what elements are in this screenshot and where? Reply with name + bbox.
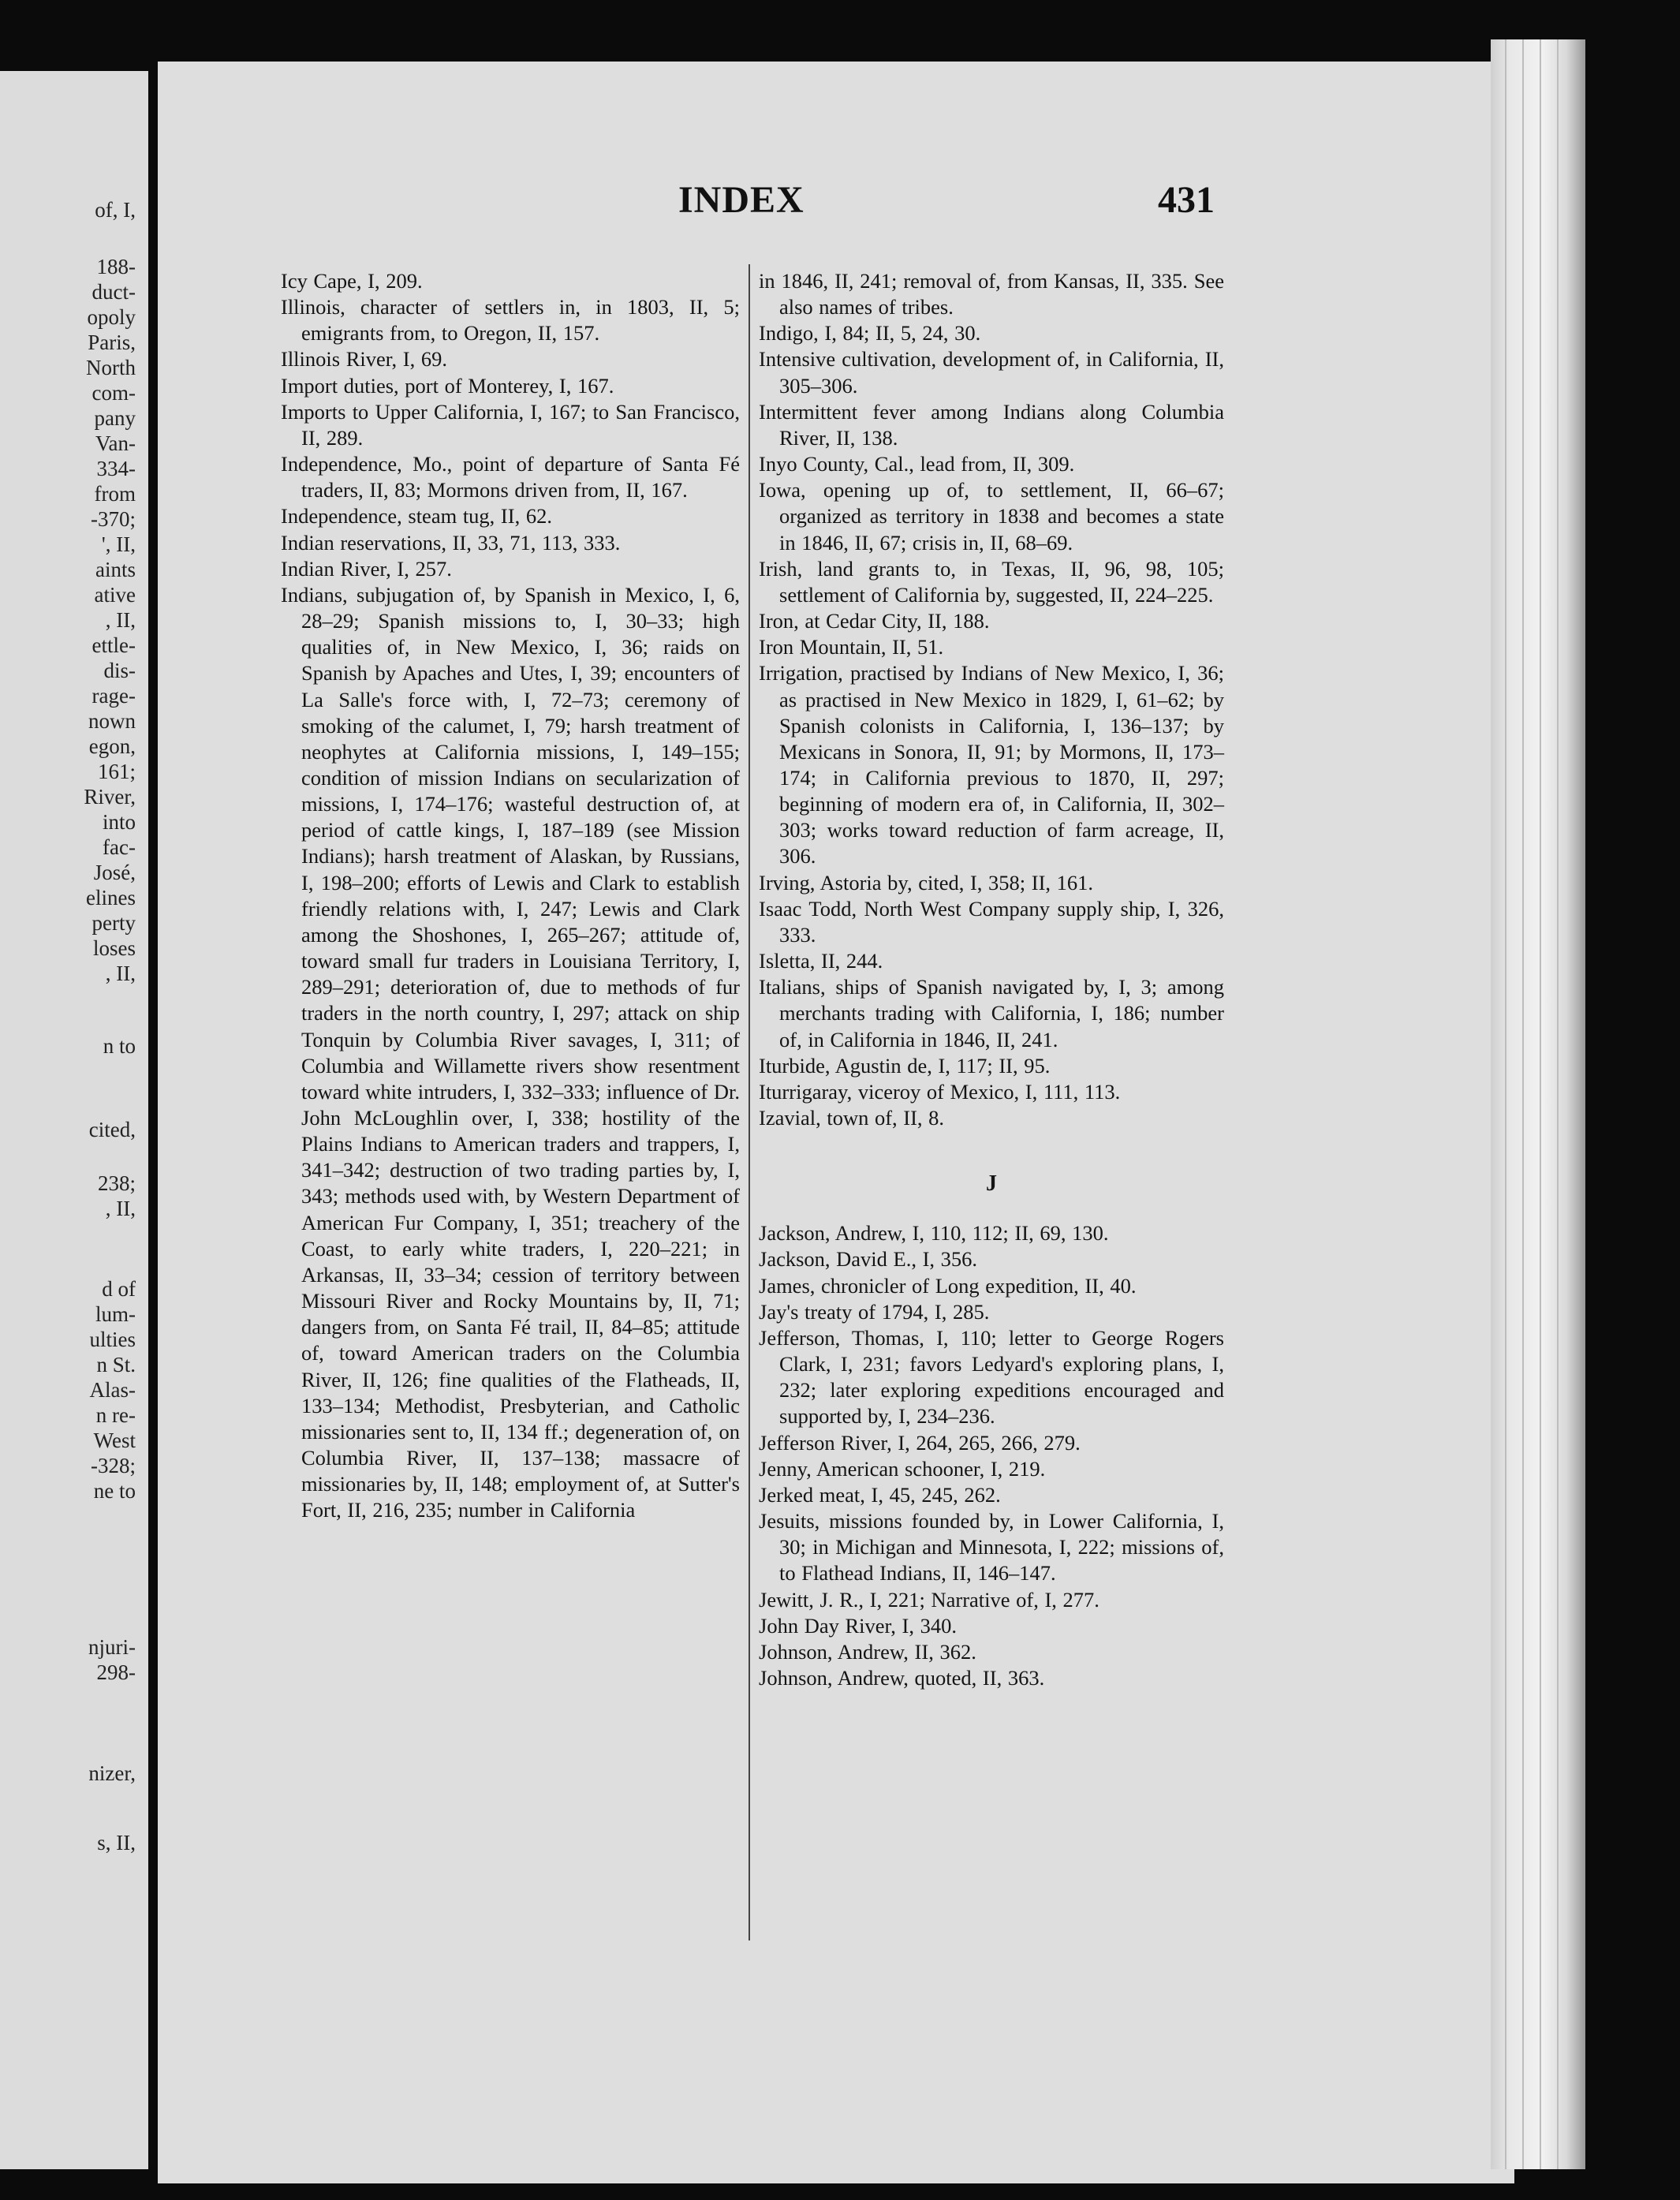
margin-fragment: -328; <box>91 1454 136 1477</box>
index-entry: Import duties, port of Monterey, I, 167. <box>281 373 614 398</box>
index-entry: John Day River, I, 340. <box>759 1613 957 1638</box>
index-entry: Italians, ships of Spanish navigated by, I, 3; among merchants trading with California, I, 186; number of, in California in 1846, II, 241. <box>759 975 1224 1051</box>
index-entry: Izavial, town of, II, 8. <box>759 1106 945 1130</box>
margin-fragment: of, I, <box>95 198 136 222</box>
margin-fragment: njuri- <box>88 1635 136 1659</box>
index-entry: Icy Cape, I, 209. <box>281 269 423 293</box>
margin-fragment: River, <box>84 785 136 809</box>
margin-fragment: loses <box>93 936 136 960</box>
margin-fragment: 334- <box>96 457 136 480</box>
index-entry: Independence, Mo., point of departure of Santa Fé traders, II, 83; Mormons driven from, II, 167. <box>281 452 740 502</box>
index-entry: Illinois River, I, 69. <box>281 347 447 372</box>
index-entry: Indigo, I, 84; II, 5, 24, 30. <box>759 321 981 346</box>
index-column-right <box>759 268 1224 1691</box>
index-entry: Jesuits, missions founded by, in Lower California, I, 30; in Michigan and Minnesota, I, 222; missions of, to Flathead Indians, II, 146–147. <box>759 1509 1224 1586</box>
index-entry: Inyo County, Cal., lead from, II, 309. <box>759 452 1075 476</box>
margin-fragment: 298- <box>96 1660 136 1684</box>
index-entry: Iowa, opening up of, to settlement, II, 66–67; organized as territory in 1838 and becomes a state in 1846, II, 67; crisis in, II, 68–69. <box>759 478 1224 555</box>
index-entry: Jackson, Andrew, I, 110, 112; II, 69, 130. <box>759 1221 1109 1246</box>
page-title: INDEX <box>678 179 805 221</box>
index-entry: Jewitt, J. R., I, 221; Narrative of, I, 277. <box>759 1587 1099 1612</box>
index-entry: Iron Mountain, II, 51. <box>759 635 944 659</box>
index-entry: Isaac Todd, North West Company supply ship, I, 326, 333. <box>759 896 1224 947</box>
margin-fragment: José, <box>93 861 136 884</box>
column-divider <box>749 264 750 1940</box>
margin-fragment: nown <box>88 709 136 733</box>
margin-fragment: into <box>102 810 136 834</box>
margin-fragment: n to <box>103 1034 136 1058</box>
margin-fragment: opoly <box>87 305 136 329</box>
margin-fragment: , II, <box>105 608 136 632</box>
margin-fragment: ulties <box>89 1328 136 1351</box>
margin-fragment: , II, <box>105 962 136 985</box>
index-entry: Isletta, II, 244. <box>759 949 883 973</box>
margin-fragment: rage- <box>91 684 136 708</box>
section-letter: J <box>986 1171 997 1197</box>
index-entry: in 1846, II, 241; removal of, from Kansas, II, 335. See also names of tribes. <box>759 269 1224 319</box>
margin-fragment: -370; <box>91 507 136 531</box>
index-entry: Independence, steam tug, II, 62. <box>281 504 552 529</box>
index-entry: Jefferson, Thomas, I, 110; letter to George Rogers Clark, I, 231; favors Ledyard's exploring plans, I, 232; later exploring expeditions encouraged and supported by, I, 234–236. <box>759 1325 1224 1429</box>
margin-fragment: West <box>93 1429 136 1452</box>
index-entry: Jackson, David E., I, 356. <box>759 1247 978 1272</box>
margin-fragment: Paris, <box>88 331 136 354</box>
index-entry: Indian River, I, 257. <box>281 556 452 581</box>
margin-fragment: ne to <box>93 1479 136 1503</box>
margin-fragment: 188- <box>96 255 136 278</box>
margin-fragment: fac- <box>103 835 136 859</box>
margin-fragment: pany <box>94 406 136 430</box>
margin-fragment: dis- <box>103 659 136 682</box>
index-entry: Jefferson River, I, 264, 265, 266, 279. <box>759 1430 1081 1455</box>
margin-fragment: s, II, <box>97 1831 136 1854</box>
index-entry: Irving, Astoria by, cited, I, 358; II, 161. <box>759 870 1094 895</box>
index-entry: Intermittent fever among Indians along Columbia River, II, 138. <box>759 399 1224 450</box>
margin-fragment: n re- <box>95 1403 136 1427</box>
index-entry: Jerked meat, I, 45, 245, 262. <box>759 1482 1001 1507</box>
adjacent-page-edge <box>0 71 148 2169</box>
margin-fragment: egon, <box>88 734 136 758</box>
margin-fragment: com- <box>91 381 136 405</box>
page-stack-edge <box>1491 39 1585 2169</box>
margin-fragment: , II, <box>105 1197 136 1220</box>
margin-fragment: d of <box>102 1277 136 1301</box>
index-entry: Indian reservations, II, 33, 71, 113, 333. <box>281 530 621 555</box>
index-entry: Intensive cultivation, development of, in California, II, 305–306. <box>759 347 1224 398</box>
margin-fragment: ettle- <box>91 633 136 657</box>
index-entry: Iturbide, Agustin de, I, 117; II, 95. <box>759 1053 1051 1078</box>
index-entry: Jay's treaty of 1794, I, 285. <box>759 1299 990 1324</box>
index-entry: Irrigation, practised by Indians of New Mexico, I, 36; as practised in New Mexico in 1829, I, 61–62; by Spanish colonists in California, I, 136–137; by Mexicans in Sonora, II, 91; by Mormons, II, 173–174; in California previous to 1870, II, 297; beginning of modern era of, in California, II, 302–303; works toward reduction of farm acreage, II, 306. <box>759 661 1224 868</box>
margin-fragment: North <box>86 356 136 379</box>
margin-fragment: aints <box>95 558 136 581</box>
index-entry: Illinois, character of settlers in, in 1803, II, 5; emigrants from, to Oregon, II, 157. <box>281 295 740 346</box>
index-entry: Indians, subjugation of, by Spanish in Mexico, I, 6, 28–29; Spanish missions to, I, 30–33; high qualities of, in New Mexico, I, 36; raids on Spanish by Apaches and Utes, I, 39; encounters of La Salle's force with, I, 72–73; ceremony of smoking of the calumet, I, 79; harsh treatment of neophytes at California missions, I, 149–155; condition of mission Indians on secularization of missions, I, 174–176; wasteful destruction of, at period of cattle kings, I, 187–189 (see Mission Indians); harsh treatment of Alaskan, by Russians, I, 198–200; efforts of Lewis and Clark to establish friendly relations with, I, 247; Lewis and Clark among the Shoshones, I, 265–267; attitude of, toward small fur traders in Louisiana Territory, I, 289–291; deterioration of, due to methods of fur traders in the north country, I, 297; attack on ship Tonquin by Columbia River savages, I, 311; of Columbia and Willamette rivers show resentment toward white intruders, I, 332–333; influence of Dr. John McLoughlin over, I, 338; hostility of the Plains Indians to American traders and trappers, I, 341–342; destruction of two trading parties by, I, 343; methods used with, by Western Department of American Fur Company, I, 351; treachery of the Coast, to early white traders, I, 220–221; in Arkansas, II, 33–34; cession of territory between Missouri River and Rocky Mountains by, II, 71; dangers from, on Santa Fé trail, II, 84–85; attitude of, toward American traders on the Columbia River, II, 126; fine qualities of the Flatheads, II, 133–134; Methodist, Presbyterian, and Catholic missionaries sent to, II, 134 ff.; degeneration of, on Columbia River, II, 137–138; massacre of missionaries by, II, 148; employment of, at Sutter's Fort, II, 216, 235; number in California <box>281 582 741 1522</box>
margin-fragment: nizer, <box>88 1761 136 1785</box>
margin-fragment: elines <box>86 886 136 910</box>
margin-fragment: Van- <box>95 431 136 455</box>
index-entry: Johnson, Andrew, quoted, II, 363. <box>759 1665 1045 1690</box>
index-entry: Iturrigaray, viceroy of Mexico, I, 111, 113. <box>759 1079 1121 1104</box>
index-entry: James, chronicler of Long expedition, II, 40. <box>759 1273 1137 1298</box>
margin-fragment: Alas- <box>89 1378 136 1402</box>
margin-fragment: cited, <box>88 1118 136 1141</box>
margin-fragment: n St. <box>96 1353 136 1376</box>
index-entry: Jenny, American schooner, I, 219. <box>759 1456 1046 1481</box>
margin-fragment: from <box>94 482 136 506</box>
margin-fragment: 238; <box>97 1171 136 1195</box>
margin-fragment: lum- <box>95 1302 136 1326</box>
index-column-left <box>281 268 740 1524</box>
margin-fragment: ative <box>94 583 136 607</box>
index-entry: Iron, at Cedar City, II, 188. <box>759 609 990 633</box>
index-entry: Irish, land grants to, in Texas, II, 96, 98, 105; settlement of California by, suggested, II, 224–225. <box>759 556 1224 607</box>
margin-fragment: duct- <box>91 280 136 304</box>
margin-fragment: ', II, <box>101 532 136 556</box>
margin-fragment: 161; <box>97 760 136 783</box>
index-entry: Imports to Upper California, I, 167; to San Francisco, II, 289. <box>281 399 740 450</box>
margin-fragment: perty <box>91 911 136 935</box>
index-entry: Johnson, Andrew, II, 362. <box>759 1639 976 1664</box>
page-number: 431 <box>1158 179 1215 221</box>
